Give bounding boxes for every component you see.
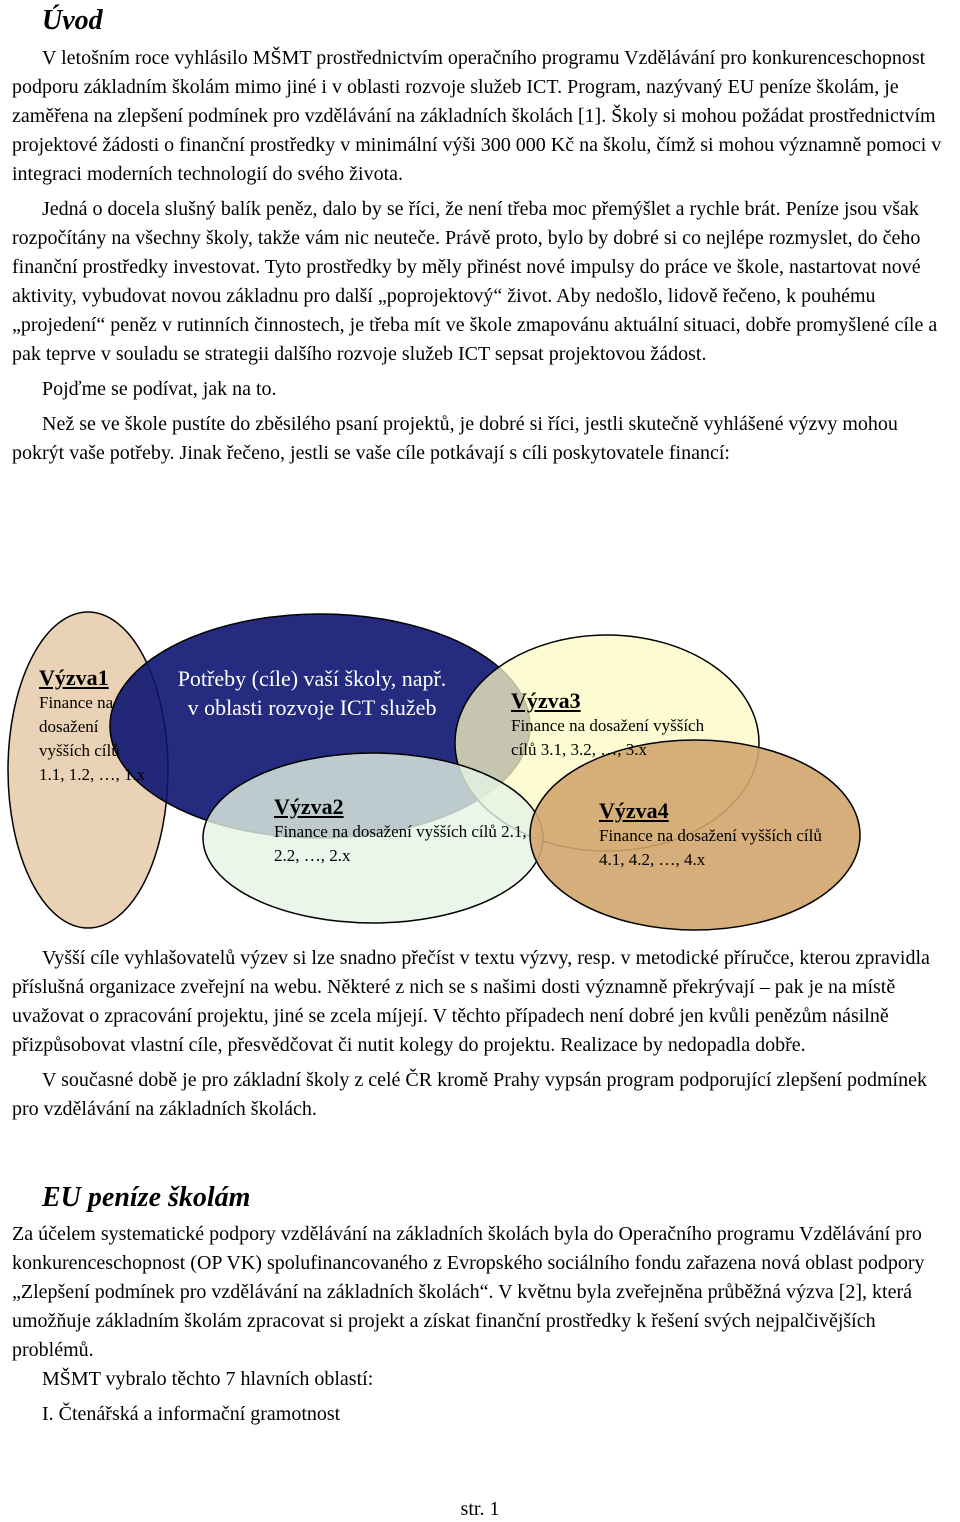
paragraph: V současné době je pro základní školy z celé ČR kromě Prahy vypsán program podporující zlepšení podmínek pro vzdělávání na základních školách. (12, 1069, 927, 1120)
paragraph: Než se ve škole pustíte do zběsilého psaní projektů, je dobré si říci, jestli skutečně vyhlášené výzvy mohou pokrýt vaše potřeby. Jinak řečeno, jestli se vaše cíle potkávají s cíli poskytovatele financí: (12, 413, 898, 464)
intro-text (12, 44, 952, 468)
vyzva1-label (39, 665, 149, 787)
vyzva3-label (511, 688, 711, 762)
page-number: str. 1 (460, 1498, 500, 1520)
vyzva3-title: Výzva3 (511, 688, 581, 713)
paragraph: Vyšší cíle vyhlašovatelů výzev si lze snadno přečíst v textu výzvy, resp. v metodické příručce, kterou zpravidla příslušná organizace zveřejní na webu. Některé z nich se s našimi dosti významně překrývají – pak je na místě uvažovat o zpracování projektu, jiné se zcela míjejí. V těchto případech není dobré jen kvůli penězům násilně přizpůsobovat vlastní cíle, přesvědčovat či nutit kolegy do projektu. Realizace by nedopadla dobře. (12, 947, 930, 1056)
list-item: I. Čtenářská a informační gramotnost (42, 1403, 341, 1425)
vyzva1-title: Výzva1 (39, 665, 109, 690)
section-heading-eu: EU peníze školám (42, 1182, 251, 1213)
eu-text (12, 1220, 952, 1429)
vyzva3-text: Finance na dosažení vyšších cílů 3.1, 3.2, …, 3.x (511, 716, 705, 759)
paragraph: MŠMT vybralo těchto 7 hlavních oblastí: (42, 1368, 374, 1390)
section-heading-uvod: Úvod (42, 5, 103, 36)
vyzva2-title: Výzva2 (274, 794, 344, 819)
paragraph: V letošním roce vyhlásilo MŠMT prostřednictvím operačního programu Vzdělávání pro konkurenceschopnost podporu základním školám mimo jiné i v oblasti rozvoje služeb ICT. Program, nazývaný EU peníze školám, je zaměřena na zlepšení podmínek pro vzdělávání na základních školách [1]. Školy si mohou požádat prostřednictvím projektové žádosti o finanční prostředky v minimální výši 300 000 Kč na školu, čímž si mohou významně pomoci v integraci moderních technologií do svého života. (12, 47, 942, 185)
vyzva4-title: Výzva4 (599, 798, 669, 823)
vyzva4-text: Finance na dosažení vyšších cílů 4.1, 4.2, …, 4.x (599, 826, 822, 869)
paragraph: Za účelem systematické podpory vzdělávání na základních školách byla do Operačního programu Vzdělávání pro konkurenceschopnost (OP VK) spolufinancovaného z Evropského sociálního fondu zařazena nová oblast podpory „Zlepšení podmínek pro vzdělávání na základních školách“. V květnu byla zveřejněna průběžná výzva [2], která umožňuje základním školám zpracovat si projekt a získat finanční prostředky k řešení svých nejpalčivějších problémů. (12, 1223, 925, 1361)
venn-diagram (0, 598, 960, 943)
vyzva4-label (599, 798, 849, 872)
center-label: Potřeby (cíle) vaší školy, např. v oblasti rozvoje ICT služeb (177, 666, 447, 720)
vyzva1-text: Finance na dosažení vyšších cílů 1.1, 1.2, …, 1.x (39, 693, 146, 784)
paragraph: Pojďme se podívat, jak na to. (42, 378, 277, 400)
post-diagram-text (12, 944, 952, 1124)
paragraph: Jedná o docela slušný balík peněz, dalo by se říci, že není třeba moc přemýšlet a rychle brát. Peníze jsou však rozpočítány na všechny školy, takže vám nic neuteče. Právě proto, bylo by dobré si co nejlépe rozmyslet, do čeho finanční prostředky investovat. Tyto prostředky by měly přinést nové impulsy do práce ve škole, nastartovat nové aktivity, vybudovat novou základnu pro další „poprojektový“ život. Aby nedošlo, lidově řečeno, k pouhému „projedení“ peněz v rutinních činnostech, je třeba mít ve škole zmapovánu aktuální situaci, dobře promyšlené cíle a pak teprve v souladu se strategii dalšího rozvoje služeb ICT sepsat projektovou žádost. (12, 198, 938, 365)
vyzva2-label (274, 794, 529, 868)
vyzva2-text: Finance na dosažení vyšších cílů 2.1, 2.2, …, 2.x (274, 822, 527, 865)
